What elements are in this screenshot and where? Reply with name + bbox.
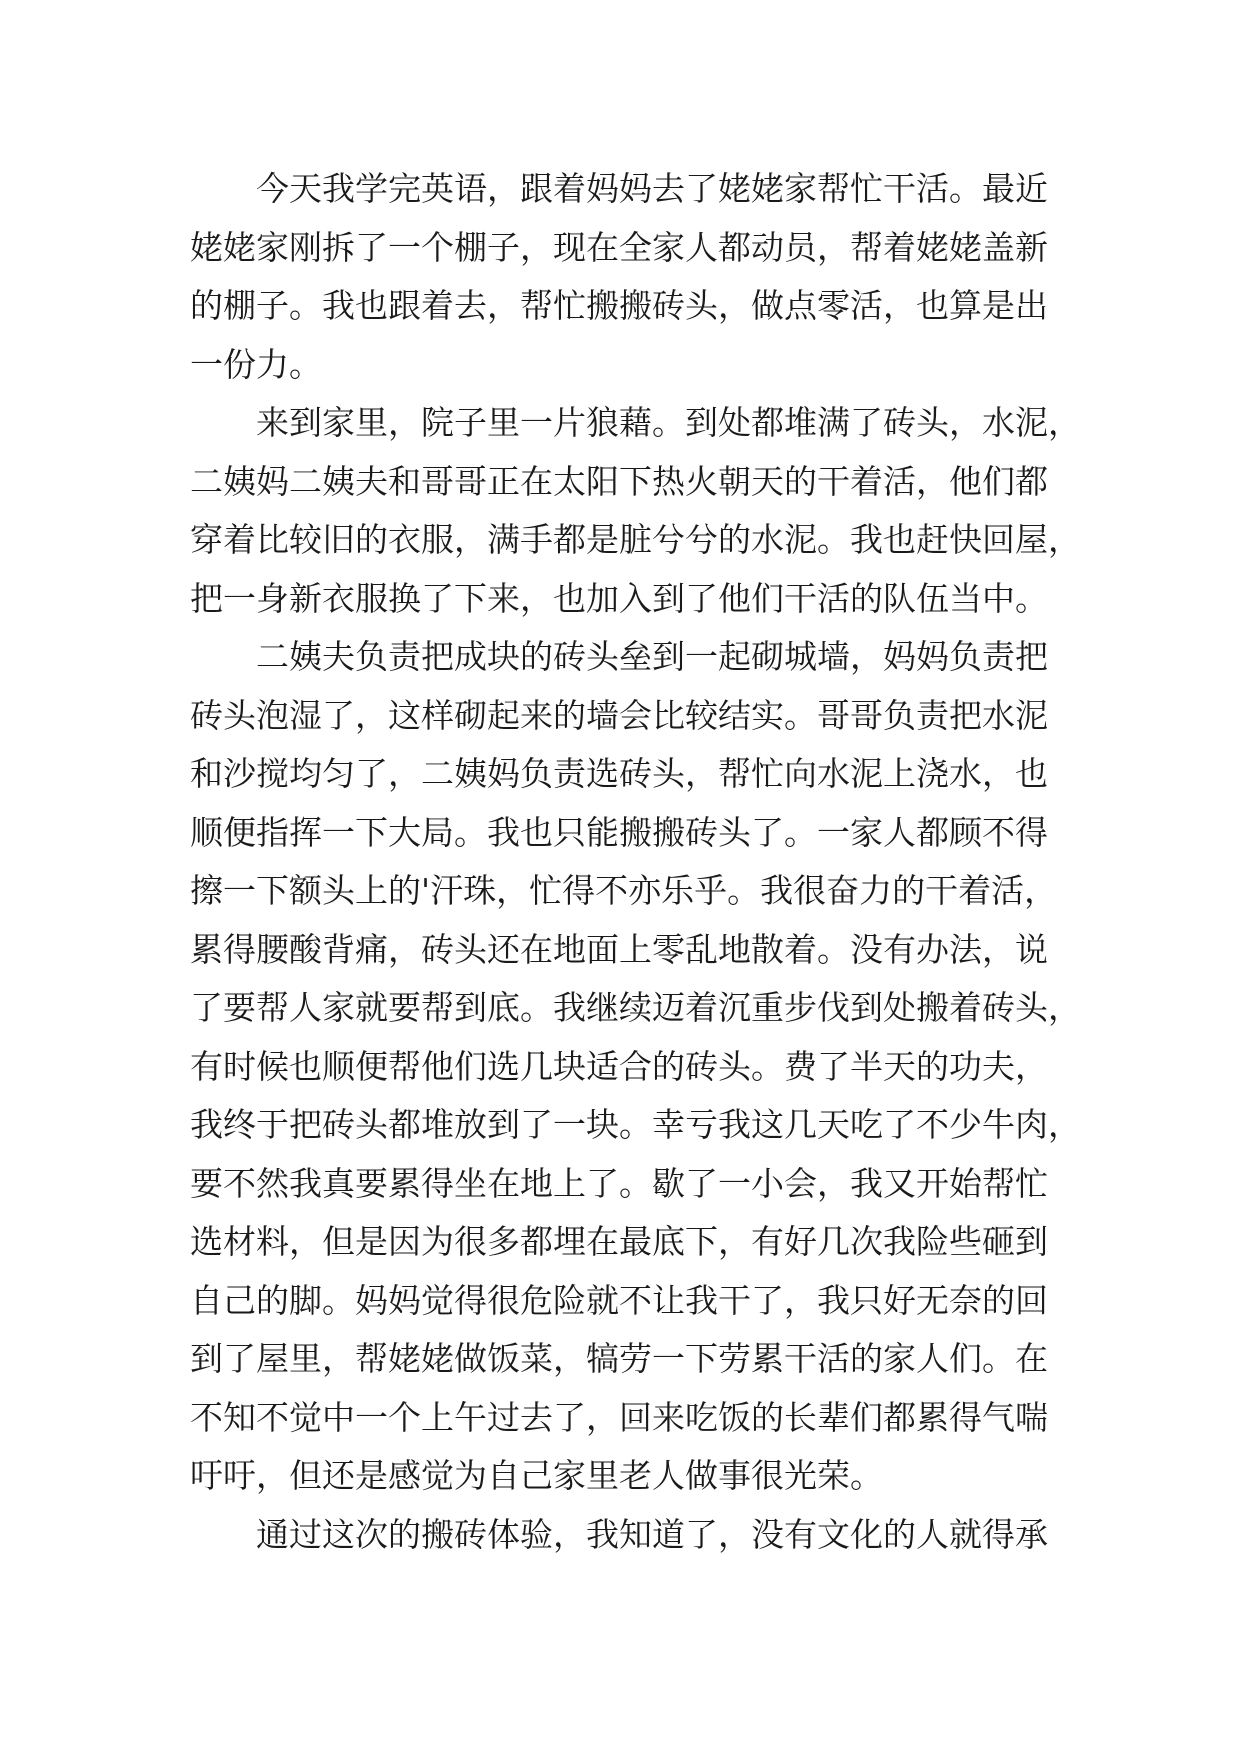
article-body bbox=[190, 160, 1081, 1564]
text-line: 我终于把砖头都堆放到了一块。幸亏我这几天吃了不少牛肉， bbox=[190, 1105, 1081, 1144]
text-line: 穿着比较旧的衣服，满手都是脏兮兮的水泥。我也赶快回屋， bbox=[190, 520, 1081, 559]
text-line: 不知不觉中一个上午过去了，回来吃饭的长辈们都累得气喘 bbox=[190, 1397, 1048, 1437]
text-line: 把一身新衣服换了下来，也加入到了他们干活的队伍当中。 bbox=[190, 578, 1048, 618]
text-line: 的棚子。我也跟着去，帮忙搬搬砖头，做点零活，也算是出 bbox=[190, 286, 1048, 325]
paragraph bbox=[190, 160, 1050, 394]
text-line: 砖头泡湿了，这样砌起来的墙会比较结实。哥哥负责把水泥 bbox=[190, 695, 1048, 735]
text-line: 要不然我真要累得坐在地上了。歇了一小会，我又开始帮忙 bbox=[190, 1163, 1048, 1203]
text-line: 擦一下额头上的'汗珠，忙得不亦乐乎。我很奋力的干着活， bbox=[190, 871, 1058, 910]
text-line: 通过这次的搬砖体验，我知道了，没有文化的人就得承 bbox=[256, 1514, 1048, 1554]
paragraph bbox=[190, 628, 1081, 1506]
text-line: 选材料，但是因为很多都埋在最底下，有好几次我险些砸到 bbox=[190, 1222, 1048, 1261]
text-line: 今天我学完英语，跟着妈妈去了姥姥家帮忙干活。最近 bbox=[256, 169, 1048, 208]
text-line: 二姨妈二姨夫和哥哥正在太阳下热火朝天的干着活，他们都 bbox=[190, 461, 1048, 501]
text-line: 姥姥家刚拆了一个棚子，现在全家人都动员，帮着姥姥盖新 bbox=[190, 227, 1048, 267]
text-line: 二姨夫负责把成块的砖头垒到一起砌城墙，妈妈负责把 bbox=[256, 637, 1048, 676]
text-line: 一份力。 bbox=[190, 344, 322, 384]
text-line: 吁吁，但还是感觉为自己家里老人做事很光荣。 bbox=[190, 1456, 883, 1495]
text-line: 自己的脚。妈妈觉得很危险就不让我干了，我只好无奈的回 bbox=[190, 1280, 1048, 1320]
text-line: 来到家里，院子里一片狼藉。到处都堆满了砖头，水泥， bbox=[256, 403, 1081, 442]
paragraph bbox=[190, 1506, 1050, 1565]
text-line: 有时候也顺便帮他们选几块适合的砖头。费了半天的功夫， bbox=[190, 1046, 1048, 1086]
text-line: 和沙搅均匀了，二姨妈负责选砖头，帮忙向水泥上浇水，也 bbox=[190, 754, 1048, 793]
text-line: 顺便指挥一下大局。我也只能搬搬砖头了。一家人都顾不得 bbox=[190, 812, 1048, 852]
text-line: 了要帮人家就要帮到底。我继续迈着沉重步伐到处搬着砖头， bbox=[190, 988, 1081, 1027]
text-line: 到了屋里，帮姥姥做饭菜，犒劳一下劳累干活的家人们。在 bbox=[190, 1339, 1048, 1378]
text-line: 累得腰酸背痛，砖头还在地面上零乱地散着。没有办法，说 bbox=[190, 929, 1048, 969]
paragraph bbox=[190, 394, 1081, 628]
